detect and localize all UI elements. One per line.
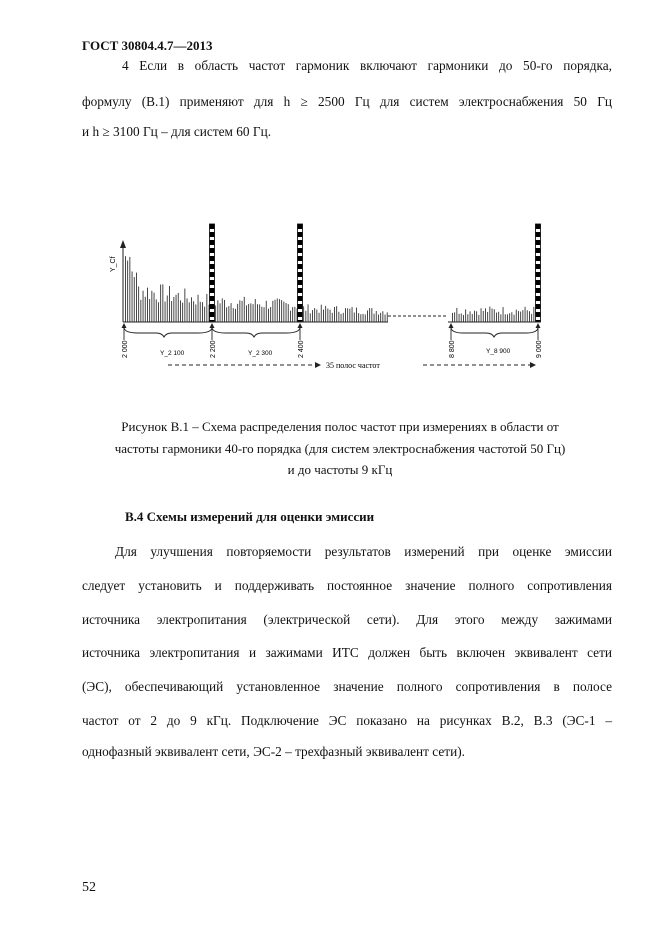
spectrum-bar [303, 306, 304, 322]
spectrum-bar [321, 305, 322, 322]
spectrum-bar [323, 310, 324, 322]
spectrum-bar [369, 308, 370, 322]
spectrum-bar [467, 314, 468, 322]
spectrum-bar [193, 301, 194, 322]
spectrum-bar [272, 301, 273, 322]
document-header: ГОСТ 30804.4.7—2013 [82, 38, 213, 53]
spectrum-bar [250, 303, 251, 322]
spectrum-bar [310, 313, 311, 322]
y-axis-arrow [120, 240, 126, 248]
note4-line1: 4 Если в область частот гармоник включают гармоники до 50-го порядка, [122, 58, 612, 73]
spectrum-bar [242, 301, 243, 322]
spectrum-bar [319, 313, 320, 322]
spectrum-bar [143, 291, 144, 322]
spectrum-bar [264, 307, 265, 322]
spectrum-bar [171, 301, 172, 322]
spectrum-bar [314, 308, 315, 322]
spectrum-bar [527, 310, 528, 322]
spectrum-bar [334, 307, 335, 322]
spectrum-bar [290, 311, 291, 322]
spectrum-bar [365, 314, 366, 322]
spectrum-bar [356, 308, 357, 322]
span-label: 35 полос частот [326, 361, 380, 370]
spectrum-bar [529, 311, 530, 322]
spectrum-bar [270, 307, 271, 322]
spectrum-bar [182, 303, 183, 322]
spectrum-bar [367, 310, 368, 322]
spectrum-bar [378, 315, 379, 322]
spectrum-bar [325, 306, 326, 322]
spectrum-bar [134, 277, 135, 322]
spectrum-bar [352, 307, 353, 322]
spectrum-bar [167, 295, 168, 322]
spectrum-bar [520, 312, 521, 322]
spectrum-bar [165, 302, 166, 322]
body-line: источника электропитания и зажимами ИТС должен быть включен эквивалент сети [82, 645, 612, 660]
spectrum-bar [145, 297, 146, 322]
spectrum-bar [257, 304, 258, 322]
spectrum-bar [246, 305, 247, 322]
spectrum-bar [189, 302, 190, 322]
figure-caption-line3: и до частоты 9 кГц [287, 462, 393, 477]
spectrum-bar [261, 307, 262, 322]
spectrum-bar [288, 304, 289, 322]
figure-caption-line1: Рисунок В.1 – Схема распределения полос частот при измерениях в области от [121, 419, 559, 434]
spectrum-bar [492, 309, 493, 322]
spectrum-bar [275, 300, 276, 322]
spectrum-bar [531, 314, 532, 322]
spectrum-bar [330, 310, 331, 322]
band-label-2300: Y_2 300 [248, 350, 273, 357]
spectrum-bar [522, 310, 523, 322]
spectrum-bar [187, 298, 188, 322]
spectrum-bar [162, 284, 163, 322]
spectrum-bar [156, 299, 157, 322]
spectrum-bar [231, 303, 232, 322]
spectrum-bar [459, 314, 460, 322]
spectrum-bar [259, 304, 260, 322]
spectrum-bar [169, 286, 170, 322]
spectrum-bar [173, 297, 174, 322]
spectrum-bar [349, 309, 350, 322]
spectrum-bar [489, 307, 490, 322]
spectrum-bar [452, 313, 453, 322]
spectrum-bars [125, 256, 539, 322]
spectrum-bar [465, 309, 466, 322]
spectrum-bar [178, 293, 179, 322]
brace-band-1 [124, 327, 212, 337]
spectrum-bar [184, 289, 185, 322]
spectrum-bar [454, 312, 455, 322]
spectrum-bar [363, 314, 364, 322]
note4-line2: формулу (В.1) применяют для h ≥ 2500 Гц для систем электроснабжения 50 Гц [82, 94, 612, 109]
spectrum-bar [382, 311, 383, 322]
spectrum-bar [374, 314, 375, 322]
body-line: Для улучшения повторяемости результатов измерений при оценке эмиссии [115, 544, 612, 559]
spectrum-bar [336, 306, 337, 322]
spectrum-bar [283, 302, 284, 322]
spectrum-bar [503, 307, 504, 322]
band-label-8900: Y_8 900 [486, 348, 511, 355]
brace-band-3 [451, 327, 538, 337]
spectrum-bar [380, 313, 381, 322]
spectrum-bar [516, 310, 517, 322]
spectrum-bar [222, 298, 223, 322]
frequency-ticks [122, 323, 544, 358]
spectrum-bar [228, 306, 229, 322]
spectrum-bar [233, 308, 234, 322]
spectrum-bar [354, 312, 355, 322]
spectrum-bar [308, 304, 309, 322]
spectrum-bar [345, 308, 346, 322]
spectrum-bar [358, 313, 359, 322]
spectrum-bar [472, 314, 473, 322]
spectrum-bar [305, 311, 306, 322]
band-boundary-markers [210, 224, 541, 322]
brace-band-2 [212, 327, 300, 337]
spectrum-bar [235, 309, 236, 322]
spectrum-bar [498, 312, 499, 322]
spectrum-bar [138, 286, 139, 322]
section-heading: В.4 Схемы измерений для оценки эмиссии [125, 509, 375, 524]
spectrum-bar [476, 311, 477, 322]
spectrum-bar [253, 304, 254, 322]
spectrum-bar [151, 291, 152, 322]
spectrum-bar [217, 300, 218, 322]
spectrum-bar [224, 300, 225, 322]
spectrum-bar [509, 313, 510, 322]
spectrum-bar [387, 312, 388, 322]
spectrum-bar [518, 311, 519, 322]
spectrum-bar [505, 314, 506, 322]
spectrum-bar [140, 300, 141, 322]
spectrum-bar [347, 308, 348, 322]
spectrum-bar [343, 313, 344, 322]
spectrum-bar [204, 307, 205, 322]
spectrum-bar [200, 302, 201, 322]
body-line: (ЭС), обеспечивающий установленное значение полного сопротивления в полосе [82, 679, 612, 694]
spectrum-bar [129, 257, 130, 322]
spectrum-bar [220, 303, 221, 322]
body-line: частот от 2 до 9 кГц. Подключение ЭС показано на рисунках В.2, В.3 (ЭС-1 – [82, 713, 612, 728]
page-number: 52 [82, 880, 96, 895]
spectrum-bar [483, 311, 484, 322]
spectrum-bar [277, 299, 278, 322]
spectrum-bar [463, 315, 464, 322]
spectrum-bar [125, 256, 126, 322]
spectrum-bar [198, 295, 199, 322]
spectrum-bar [332, 313, 333, 322]
tick-label: 8 800 [449, 340, 456, 358]
body-line: источника электропитания (электрической сети). Для этого между зажимами [82, 612, 612, 627]
spectrum-bar [525, 307, 526, 322]
spectrum-bar [341, 314, 342, 322]
spectrum-bar [248, 304, 249, 322]
figure-caption-line2: частоты гармоники 40-го порядка (для систем электроснабжения частотой 50 Гц) [114, 441, 566, 456]
spectrum-bar [292, 307, 293, 322]
spectrum-bar [239, 300, 240, 322]
spectrum-bar [470, 311, 471, 322]
spectrum-bar [456, 308, 457, 322]
body-line: однофазный эквивалент сети, ЭС-2 – трехфазный эквивалент сети). [82, 744, 465, 759]
spectrum-bar [281, 300, 282, 322]
spectrum-bar [312, 310, 313, 322]
spectrum-bar [478, 315, 479, 322]
spectrum-bar [461, 314, 462, 322]
spectrum-bar [500, 314, 501, 322]
spectrum-bar [154, 293, 155, 322]
spectrum-bar [149, 299, 150, 322]
spectrum-bar [474, 311, 475, 322]
note4-line3: и h ≥ 3100 Гц – для систем 60 Гц. [82, 124, 272, 139]
spectrum-bar [226, 307, 227, 322]
spectrum-bar [266, 301, 267, 322]
spectrum-bar [244, 297, 245, 322]
spectrum-bar [338, 312, 339, 322]
tick-label: 2 400 [298, 340, 305, 358]
spectrum-bar [360, 314, 361, 322]
spectrum-bar [180, 300, 181, 322]
spectrum-bar [385, 315, 386, 322]
spectrum-bar [206, 294, 207, 322]
tick-label: 9 000 [536, 340, 543, 358]
spectrum-bar [371, 308, 372, 322]
spectrum-bar [176, 295, 177, 322]
spectrum-bar [279, 299, 280, 322]
tick-label: 2 200 [210, 340, 217, 358]
spectrum-bar [487, 312, 488, 322]
band-label-2100: Y_2 100 [160, 350, 185, 357]
spectrum-bar [286, 303, 287, 322]
spectrum-bar [160, 285, 161, 322]
spectrum-bar [202, 302, 203, 322]
spectrum-bar [511, 312, 512, 322]
spectrum-bar [507, 314, 508, 322]
spectrum-bar [132, 271, 133, 322]
spectrum-bar [294, 307, 295, 322]
spectrum-bar [191, 297, 192, 322]
spectrum-bar [215, 306, 216, 322]
spectrum-bar [327, 309, 328, 322]
spectrum-bar [316, 309, 317, 322]
spectrum-bar [514, 315, 515, 322]
spectrum-bar [255, 299, 256, 322]
spectrum-bar [237, 304, 238, 322]
spectrum-bar [533, 307, 534, 322]
spectrum-bar [195, 304, 196, 322]
spectrum-bar [481, 308, 482, 322]
spectrum-bar [496, 313, 497, 322]
spectrum-bar [494, 309, 495, 322]
spectrum-bar [268, 309, 269, 322]
spectrum-bar [485, 308, 486, 322]
body-line: следует установить и поддерживать постоянное значение полного сопротивления [82, 578, 612, 593]
spectrum-bar [127, 261, 128, 322]
y-axis-label: Y_Cf [110, 256, 117, 272]
spectrum-bar [147, 288, 148, 322]
tick-label: 2 000 [122, 340, 129, 358]
spectrum-bar [136, 273, 137, 322]
spectrum-bar [376, 311, 377, 322]
spectrum-bar [158, 302, 159, 322]
frequency-band-diagram [108, 212, 563, 377]
